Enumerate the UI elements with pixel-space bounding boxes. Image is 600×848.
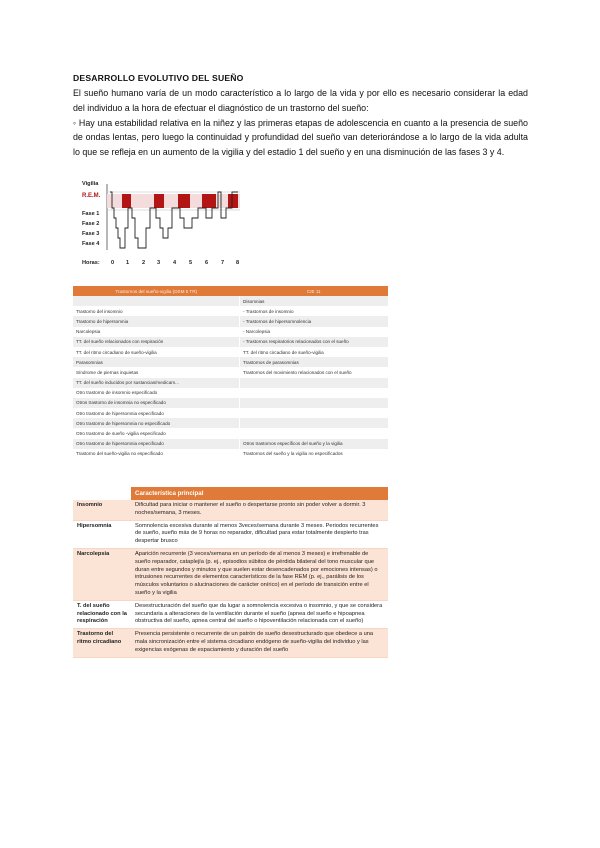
table-row (73, 428, 388, 438)
table-row (73, 408, 388, 418)
table-cell: TT. del ritmo circadiano de sueño-vigilia (240, 347, 389, 357)
table-cell: TT. del sueño inducidos por sustancias/medicam... (73, 378, 240, 388)
table-cell (240, 388, 389, 398)
table-row (73, 500, 388, 520)
table-cell: Trastornos del movimiento relacionados con el sueño (240, 367, 389, 377)
table-header-row (73, 487, 388, 500)
hypnogram-figure (80, 180, 250, 272)
table-cell: - Narcolepsia (240, 327, 389, 337)
table-row (73, 629, 388, 657)
table-row (73, 357, 388, 367)
table-cell: Trastorno del sueño-vigilia no especificado (73, 449, 240, 459)
table-cell (240, 408, 389, 418)
table-cell: Disomnias (240, 296, 389, 306)
table-cell (240, 418, 389, 428)
table-cell (240, 398, 389, 408)
hour-tick: 5 (189, 260, 193, 266)
table-cell: Trastornos del sueño y la vigilia no especificados (240, 449, 389, 459)
table-row (73, 378, 388, 388)
hour-tick: 6 (205, 260, 209, 266)
table-cell: Parasomnias (73, 357, 240, 367)
disorder-name: Insomnio (73, 500, 131, 520)
table-cell: Otro trastorno de hipersomnia no especificado (73, 418, 240, 428)
hour-tick: 7 (221, 260, 225, 266)
stage-label-fase-3: Fase 3 (82, 231, 100, 237)
table-row (73, 347, 388, 357)
table-cell: TT. del ritmo circadiano de sueño-vigilia (73, 347, 240, 357)
table-cell: Otro trastorno de insomnio especificado (73, 388, 240, 398)
table-row (73, 520, 388, 548)
table-cell (73, 296, 240, 306)
table-cell: - Trastornos respiratorios relacionados con el sueño (240, 337, 389, 347)
disorder-name: Narcolepsia (73, 548, 131, 600)
stage-label-rem: R.E.M. (82, 193, 101, 199)
hour-tick: 2 (142, 260, 146, 266)
section-title: DESARROLLO EVOLUTIVO DEL SUEÑO (73, 73, 244, 83)
stage-label-vigilia: Vigilia (82, 181, 99, 187)
characteristics-table (73, 487, 388, 658)
table-row (73, 398, 388, 408)
table-cell: - Trastornos de insomnio (240, 306, 389, 316)
hypnogram-plot (80, 180, 250, 260)
disorder-name: T. del sueño relacionado con la respiración (73, 600, 131, 628)
table-cell: Otros trastornos específicos del sueño y la vigilia (240, 439, 389, 449)
disorder-name: Trastorno del ritmo circadiano (73, 629, 131, 657)
table-cell: Síndrome de piernas inquietas (73, 367, 240, 377)
disorder-description: Somnolencia excesiva durante al menos 3veces/semana durante 3 meses. Periodos recurrentes de sueño, sueño más de 9 horas no reparador, dificultad para estar totalmente despierto tras despertar brusco (131, 520, 388, 548)
table-cell: TT. del sueño relacionados con respiración (73, 337, 240, 347)
rem-block (202, 194, 216, 208)
disorder-name: Hipersomnia (73, 520, 131, 548)
table-row (73, 388, 388, 398)
table-cell: - Trastornos de hipersomnolencia (240, 316, 389, 326)
table-cell: Otro trastorno de hipersomnia especificado (73, 439, 240, 449)
table-cell: Otro trastorno de sueño -vigilia especificado (73, 428, 240, 438)
table-cell: Trastornos de parasomnias (240, 357, 389, 367)
column-header-cie: CIE 11 (240, 286, 389, 296)
classification-table (73, 286, 388, 459)
table-cell (240, 428, 389, 438)
table-row (73, 327, 388, 337)
table-row (73, 306, 388, 316)
table-header-row (73, 286, 388, 296)
header-empty-cell (73, 487, 131, 500)
disorder-description: Aparición recurrente (3 veces/semana en un período de al menos 3 meses) e irrefrenable de sueño reparador, cataplejía (p. ej., episodios súbitos de pérdida bilateral del tono muscular que duran entre segundos y minutos y que suelen estar desencadenados por emociones intensas) o intrusiones recurrentes de elementos característicos de la fase REM (p. ej., parálisis de los músculos voluntarios o alucinaciones de carácter onírico) en el período de transición entre el sueño y la vigilia (131, 548, 388, 600)
column-header-feature: Característica principal (131, 487, 388, 500)
table-cell: Narcolepsia (73, 327, 240, 337)
table-row (73, 418, 388, 428)
table-row (73, 367, 388, 377)
hour-tick: 8 (236, 260, 240, 266)
table-cell (240, 378, 389, 388)
paragraph-bullet: ◦ Hay una estabilidad relativa en la niñez y las primeras etapas de adolescencia en cuanto a la presencia de sueño de ondas lentas, pero luego la continuidad y profundidad del sueño van deteriorándose a lo largo de la vida adulta lo que se refleja en un aumento de la vigilia y del estadio 1 del sueño y en una disminución de las fases 3 y 4. (73, 117, 528, 158)
hour-tick: 1 (126, 260, 130, 266)
hour-tick: 3 (157, 260, 161, 266)
stage-label-fase-4: Fase 4 (82, 241, 100, 247)
table-cell: Trastorno del insomnio (73, 306, 240, 316)
table-cell: Otros trastorno de insomnia no especificado (73, 398, 240, 408)
body-text (73, 86, 528, 160)
hour-tick: 0 (111, 260, 115, 266)
rem-block (228, 194, 238, 208)
paragraph-intro: El sueño humano varía de un modo característico a lo largo de la vida y por ello es necesario considerar la edad del individuo a la hora de efectuar el diagnóstico de un trastorno del sueño: (73, 88, 528, 113)
table-row (73, 449, 388, 459)
hours-label: Horas: (82, 260, 100, 266)
rem-block (154, 194, 164, 208)
table-cell: Trastorno de hipersomnia (73, 316, 240, 326)
disorder-description: Dificultad para iniciar o mantener el sueño o despertarse pronto sin poder volver a dormir. 3 noches/semana, 3 meses. (131, 500, 388, 520)
disorder-description: Presencia persistente o recurrente de un patrón de sueño desestructurado que obedece a una mala sincronización entre el sistema circadiano endógeno de sueño-vigilia del individuo y las exigencias exógenas de espaciamiento y duración del sueño (131, 629, 388, 657)
hour-tick: 4 (173, 260, 177, 266)
table-row (73, 337, 388, 347)
table-cell: Otro trastorno de hipersomnia especificado (73, 408, 240, 418)
table-row (73, 439, 388, 449)
rem-block (178, 194, 190, 208)
disorder-description: Desestructuración del sueño que da lugar a somnolencia excesiva o insomnio, y que se considera secundaria a alteraciones de la ventilación durante el sueño (apnea del sueño e hipoapnea obstructiva del sueño, apnea central del sueño o hipoventilación relacionada con el sueño) (131, 600, 388, 628)
stage-label-fase-2: Fase 2 (82, 221, 100, 227)
table-row (73, 296, 388, 306)
table-row (73, 600, 388, 628)
table-row (73, 548, 388, 600)
column-header-dsm: Trastornos del sueño-vigilia (DSM 5 TR) (73, 286, 240, 296)
table-row (73, 316, 388, 326)
stage-label-fase-1: Fase 1 (82, 211, 100, 217)
rem-block (122, 194, 131, 208)
